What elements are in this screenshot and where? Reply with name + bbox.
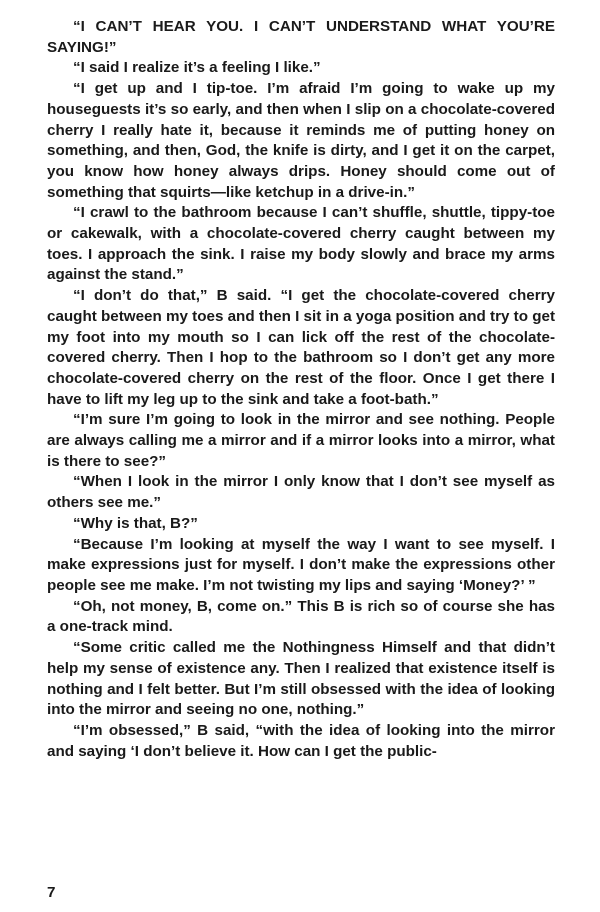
paragraph: “I get up and I tip-toe. I’m afraid I’m going to wake up my houseguests it’s so early, and then when I slip on a chocolate-covered cherry I really hate it, because it reminds me of putting honey on something, and then, God, the knife is dirty, and I get it on the carpet, you know how honey always drips. Honey should come out of something that squirts—like ketchup in a drive-in.”: [47, 80, 555, 201]
paragraph: “Why is that, B?”: [73, 514, 198, 532]
paragraph: “Some critic called me the Nothingness Himself and that didn’t help my sense of existence any. Then I realized that existence itself is nothing and I felt better. But I’m still obsessed with the idea of looking into the mirror and seeing no one, nothing.”: [47, 639, 555, 719]
paragraph: “I CAN’T HEAR YOU. I CAN’T UNDERSTAND WHAT YOU’RE SAYING!”: [47, 18, 555, 56]
paragraph: “I’m obsessed,” B said, “with the idea of looking into the mirror and saying ‘I don’t believe it. How can I get the public-: [47, 721, 555, 760]
paragraph: “I said I realize it’s a feeling I like.”: [73, 59, 321, 77]
page-body: [47, 17, 555, 762]
paragraph: “I’m sure I’m going to look in the mirror and see nothing. People are always calling me a mirror and if a mirror looks into a mirror, what is there to see?”: [47, 411, 555, 470]
paragraph: “Oh, not money, B, come on.” This B is rich so of course she has a one-track mind.: [47, 597, 555, 636]
paragraph: “When I look in the mirror I only know that I don’t see myself as others see me.”: [47, 473, 555, 512]
paragraph: “I don’t do that,” B said. “I get the chocolate-covered cherry caught between my toes and then I sit in a yoga position and try to get my foot into my mouth so I can lick off the rest of the chocolate-covered cherry. Then I hop to the bathroom so I don’t get any more chocolate-covered cherry on the rest of the floor. Once I get there I have to lift my leg up to the sink and take a foot-bath.”: [47, 287, 555, 408]
page-number: 7: [47, 884, 56, 901]
paragraph: “Because I’m looking at myself the way I want to see myself. I make expressions just for myself. I don’t make the expressions other people see me make. I’m not twisting my lips and saying ‘Money?’ ”: [47, 535, 555, 594]
paragraph: “I crawl to the bathroom because I can’t shuffle, shuttle, tippy-toe or cakewalk, with a chocolate-covered cherry caught between my toes. I approach the sink. I raise my body slowly and brace my arms against the stand.”: [47, 204, 555, 284]
